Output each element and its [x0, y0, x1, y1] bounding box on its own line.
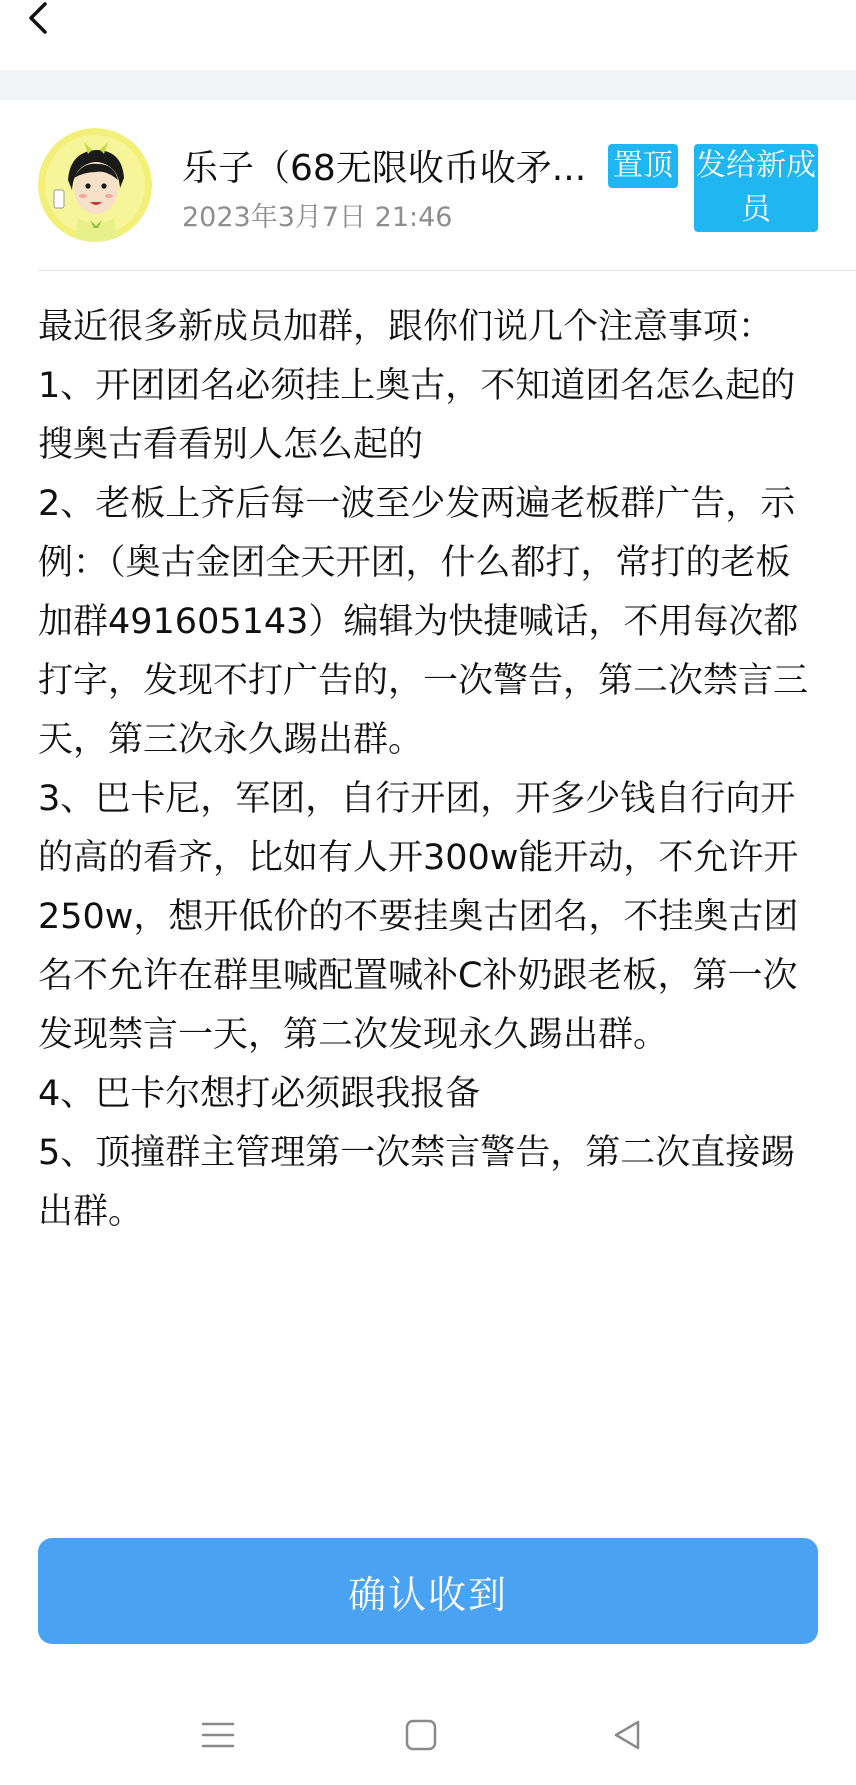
square-home-icon: [404, 1718, 438, 1752]
author-name[interactable]: 乐子（68无限收币收矛...: [182, 148, 587, 189]
system-navigation-bar: [0, 1690, 856, 1785]
triangle-back-icon: [610, 1718, 644, 1752]
avatar[interactable]: [38, 128, 152, 242]
chevron-left-icon: [23, 0, 53, 40]
back-button[interactable]: [10, 0, 66, 40]
rule-4: 4、巴卡尔想打必须跟我报备: [38, 1074, 481, 1114]
post-header: [0, 100, 856, 270]
avatar-cartoon-icon: [38, 128, 152, 242]
section-separator: [0, 70, 856, 100]
menu-icon: [201, 1720, 235, 1750]
send-to-new-members-badge: 发给新成员: [694, 144, 818, 232]
header-divider: [38, 270, 856, 271]
top-bar: [0, 0, 856, 70]
recent-apps-button[interactable]: [188, 1710, 248, 1760]
announcement-intro: 最近很多新成员加群，跟你们说几个注意事项：: [38, 307, 774, 347]
rule-2: 2、老板上齐后每一波至少发两遍老板群广告，示例：（奥古金团全天开团，什么都打，常打的老板加群491605143）编辑为快捷喊话，不用每次都打字，发现不打广告的，一次警告，第二次禁言三天，第三次永久踢出群。: [38, 484, 809, 760]
rule-1: 1、开团团名必须挂上奥古，不知道团名怎么起的搜奥古看看别人怎么起的: [38, 366, 796, 465]
post-timestamp: 2023年3月7日 21:46: [182, 202, 453, 233]
rule-3: 3、巴卡尼，军团，自行开团，开多少钱自行向开的高的看齐，比如有人开300w能开动，不允许开250w，想开低价的不要挂奥古团名，不挂奥古团名不允许在群里喊配置喊补C补奶跟老板，第一次发现禁言一天，第二次发现永久踢出群。: [38, 779, 799, 1055]
confirm-received-button[interactable]: 确认收到: [38, 1538, 818, 1644]
pinned-badge: 置顶: [608, 144, 678, 188]
system-back-button[interactable]: [597, 1710, 657, 1760]
announcement-body: [38, 298, 820, 1242]
home-button[interactable]: [391, 1710, 451, 1760]
rule-5: 5、顶撞群主管理第一次禁言警告，第二次直接踢出群。: [38, 1133, 796, 1232]
